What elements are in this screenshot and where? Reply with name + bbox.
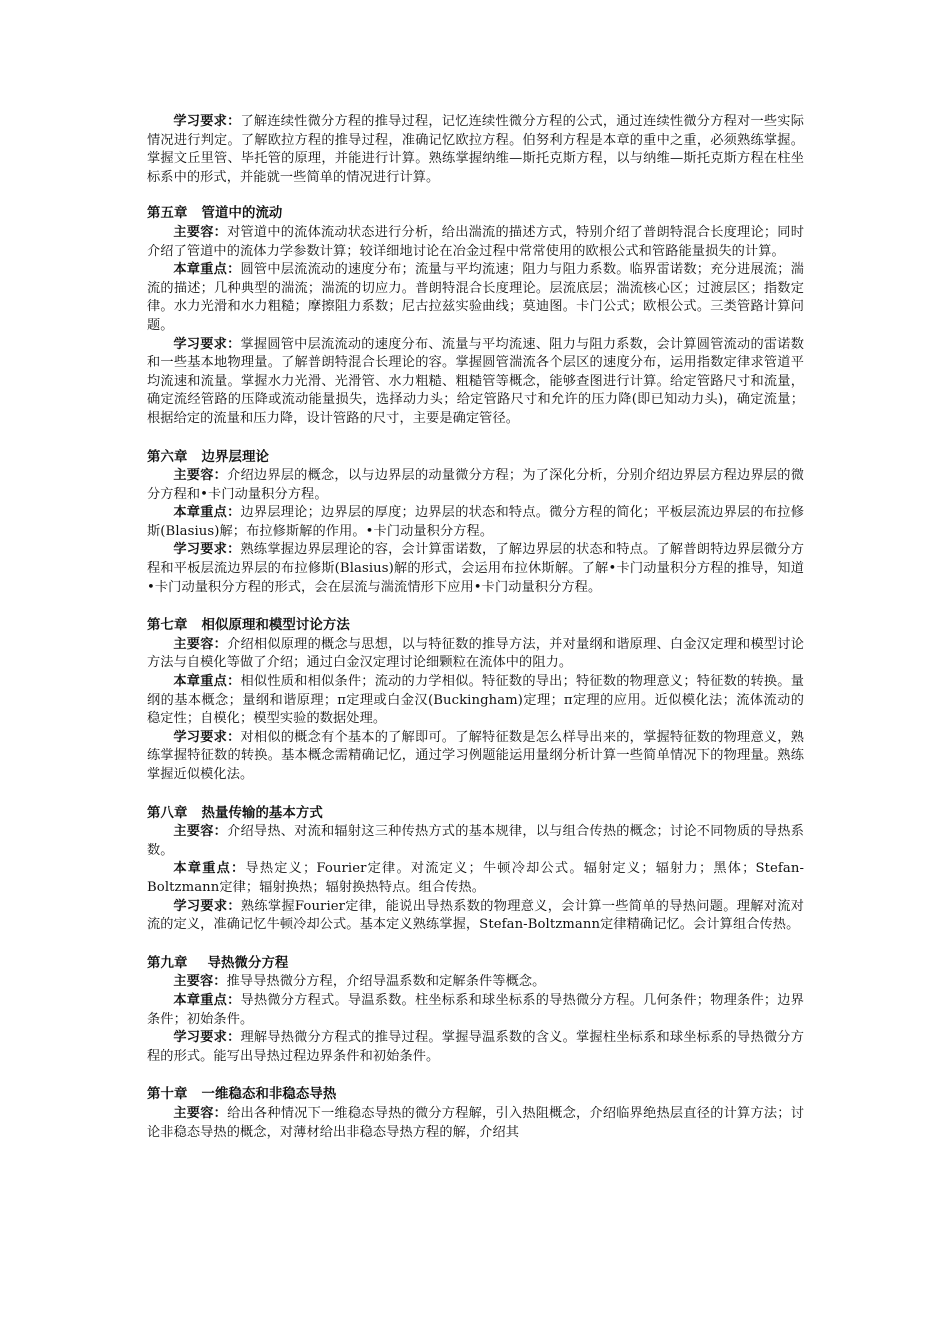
para-label: 主要容： xyxy=(173,824,228,840)
chapter-paragraph xyxy=(147,898,804,935)
chapter-title xyxy=(147,617,804,636)
chapter-name: 边界层理论 xyxy=(201,449,269,465)
para-label: 主要容： xyxy=(173,224,228,240)
para-text: 边界层理论；边界层的厚度；边界层的状态和特点。微分方程的简化；平板层流边界层的布拉修斯(Blasius)解；布拉修斯解的作用。•卡门动量积分方程。 xyxy=(147,505,805,539)
para-label: 本章重点： xyxy=(173,505,241,521)
chapter-number: 第八章 xyxy=(147,805,188,821)
chapter-title xyxy=(147,805,804,824)
chapter-number: 第九章 xyxy=(147,955,188,971)
para-label: 本章重点： xyxy=(173,262,241,278)
chapter-paragraph xyxy=(147,673,804,729)
chapter-10 xyxy=(147,1086,804,1142)
para-label: 主要容： xyxy=(173,468,228,484)
para-text: 了解连续性微分方程的推导过程，记忆连续性微分方程的公式，通过连续性微分方程对一些实际情况进行判定。了解欧拉方程的推导过程，准确记忆欧拉方程。伯努利方程是本章的重中之重，必须熟练掌握。掌握文丘里管、毕托管的原理，并能进行计算。熟练掌握纳维—斯托克斯方程，以与纳维—斯托克斯方程在柱坐标系中的形式，并能就一些简单的情况进行计算。 xyxy=(147,114,805,185)
para-text: 给出各种情况下一维稳态导热的微分方程解，引入热阻概念，介绍临界绝热层直径的计算方法；讨论非稳态导热的概念，对薄材给出非稳态导热方程的解，介绍其 xyxy=(147,1105,805,1140)
chapter-name: 热量传输的基本方式 xyxy=(201,805,323,821)
chapter-9 xyxy=(147,955,804,1067)
para-label: 学习要求： xyxy=(173,1030,241,1046)
para-label: 本章重点： xyxy=(173,992,241,1008)
chapter-paragraph xyxy=(147,1029,804,1066)
para-label: 主要容： xyxy=(173,974,227,990)
para-text: 导热微分方程式。导温系数。柱坐标系和球坐标系的导热微分方程。几何条件；物理条件；边界条件；初始条件。 xyxy=(147,992,805,1027)
para-text: 圆管中层流流动的速度分布；流量与平均流速；阻力与阻力系数。临界雷诺数；充分进展流；湍流的描述；几种典型的湍流；湍流的切应力。普朗特混合长度理论。层流底层；湍流核心区；过渡层区；指数定律。水力光滑和水力粗糙；摩擦阻力系数；尼古拉兹实验曲线；莫迪图。卡门公式；欧根公式。三类管路计算问题。 xyxy=(147,262,805,333)
chapter-paragraph xyxy=(147,973,804,992)
chapter-paragraph xyxy=(147,261,804,335)
chapter-5 xyxy=(147,205,804,428)
chapter-title xyxy=(147,1086,804,1105)
para-label: 学习要求： xyxy=(173,336,241,352)
chapter-paragraph xyxy=(147,336,804,429)
chapter-number: 第七章 xyxy=(147,618,188,634)
para-text: 熟练掌握Fourier定律，能说出导热系数的物理意义，会计算一些简单的导热问题。理解对流对流的定义，准确记忆牛顿冷却公式。基本定义熟练掌握，Stefan-Boltzmann定律精确记忆。会计算组合传热。 xyxy=(147,898,804,933)
chapter-8 xyxy=(147,805,804,935)
chapter-number: 第五章 xyxy=(147,206,188,222)
para-text: 对相似的概念有个基本的了解即可。了解特征数是怎么样导出来的，掌握特征数的物理意义，熟练掌握特征数的转换。基本概念需精确记忆，通过学习例题能运用量纲分析计算一些简单情况下的物理量。熟练掌握近似模化法。 xyxy=(147,729,805,782)
chapter-number: 第六章 xyxy=(147,449,188,465)
para-text: 相似性质和相似条件；流动的力学相似。特征数的导出；特征数的物理意义；特征数的转换。量纲的基本概念；量纲和谐原理；π定理或白金汉(Buckingham)定理；π定理的应用。近似模化法；流体流动的稳定性；自模化；模型实验的数据处理。 xyxy=(147,674,805,727)
chapter-paragraph xyxy=(147,729,804,785)
chapter-paragraph xyxy=(147,224,804,261)
chapter-paragraph xyxy=(147,992,804,1029)
chapter-name: 一维稳态和非稳态导热 xyxy=(201,1087,337,1103)
para-text: 介绍导热、对流和辐射这三种传热方式的基本规律，以与组合传热的概念；讨论不同物质的导热系数。 xyxy=(147,824,805,858)
para-label: 本章重点： xyxy=(173,861,246,877)
para-label: 学习要求： xyxy=(173,542,241,558)
para-text: 介绍相似原理的概念与思想，以与特征数的推导方法，并对量纲和谐原理、白金汉定理和模型讨论方法与自模化等做了介绍；通过白金汉定理讨论细颗粒在流体中的阻力。 xyxy=(147,636,805,671)
para-label: 学习要求： xyxy=(173,729,241,745)
chapter-paragraph xyxy=(147,860,804,897)
chapter-title xyxy=(147,205,804,224)
chapter-title xyxy=(147,955,804,974)
chapter-paragraph xyxy=(147,467,804,504)
chapter-paragraph xyxy=(147,541,804,597)
para-label: 学习要求： xyxy=(173,114,241,129)
para-label: 本章重点： xyxy=(173,674,241,690)
chapter-name: 相似原理和模型讨论方法 xyxy=(201,618,350,634)
intro-paragraph xyxy=(147,113,804,187)
para-label: 学习要求： xyxy=(173,898,241,914)
para-label: 主要容： xyxy=(173,636,228,652)
document-page xyxy=(147,113,804,1142)
para-text: 推导导热微分方程，介绍导温系数和定解条件等概念。 xyxy=(226,974,546,990)
chapter-number: 第十章 xyxy=(147,1087,188,1103)
chapter-6 xyxy=(147,449,804,598)
chapter-7 xyxy=(147,617,804,784)
para-label: 主要容： xyxy=(173,1105,228,1121)
chapter-title xyxy=(147,449,804,468)
chapter-paragraph xyxy=(147,823,804,860)
para-text: 导热定义；Fourier定律。对流定义；牛顿冷却公式。辐射定义；辐射力；黑体；Stefan-Boltzmann定律；辐射换热；辐射换热特点。组合传热。 xyxy=(147,861,804,895)
para-text: 介绍边界层的概念，以与边界层的动量微分方程；为了深化分析，分别介绍边界层方程边界层的微分方程和•卡门动量积分方程。 xyxy=(147,468,805,502)
chapter-paragraph xyxy=(147,636,804,673)
para-text: 熟练掌握边界层理论的容，会计算雷诺数，了解边界层的状态和特点。了解普朗特边界层微分方程和平板层流边界层的布拉修斯(Blasius)解的形式，会运用布拉休斯解。了解•卡门动量积分方程的推导，知道•卡门动量积分方程的形式，会在层流与湍流情形下应用•卡门动量积分方程。 xyxy=(147,542,805,595)
chapter-name: 导热微分方程 xyxy=(207,955,289,971)
para-text: 对管道中的流体流动状态进行分析，给出湍流的描述方式，特别介绍了普朗特混合长度理论；同时介绍了管道中的流体力学参数计算；较详细地讨论在冶金过程中常常使用的欧根公式和管路能量损失的计算。 xyxy=(147,224,805,259)
para-text: 掌握圆管中层流流动的速度分布、流量与平均流速、阻力与阻力系数，会计算圆管流动的雷诺数和一些基本地物理量。了解普朗特混合长理论的容。掌握圆管湍流各个层区的速度分布，运用指数定律求管道平均流速和流量。掌握水力光滑、光滑管、水力粗糙、粗糙管等概念，能够查图进行计算。给定管路尺寸和流量，确定流经管路的压降或流动能量损失，选择动力头；给定管路尺寸和允许的压力降(即已知动力头)，确定流量；根据给定的流量和压力降，设计管路的尺寸，主要是确定管径。 xyxy=(147,336,805,426)
para-text: 理解导热微分方程式的推导过程。掌握导温系数的含义。掌握柱坐标系和球坐标系的导热微分方程的形式。能写出导热过程边界条件和初始条件。 xyxy=(147,1030,805,1064)
chapter-name: 管道中的流动 xyxy=(201,206,283,222)
chapter-paragraph xyxy=(147,504,804,541)
chapter-paragraph xyxy=(147,1105,804,1142)
